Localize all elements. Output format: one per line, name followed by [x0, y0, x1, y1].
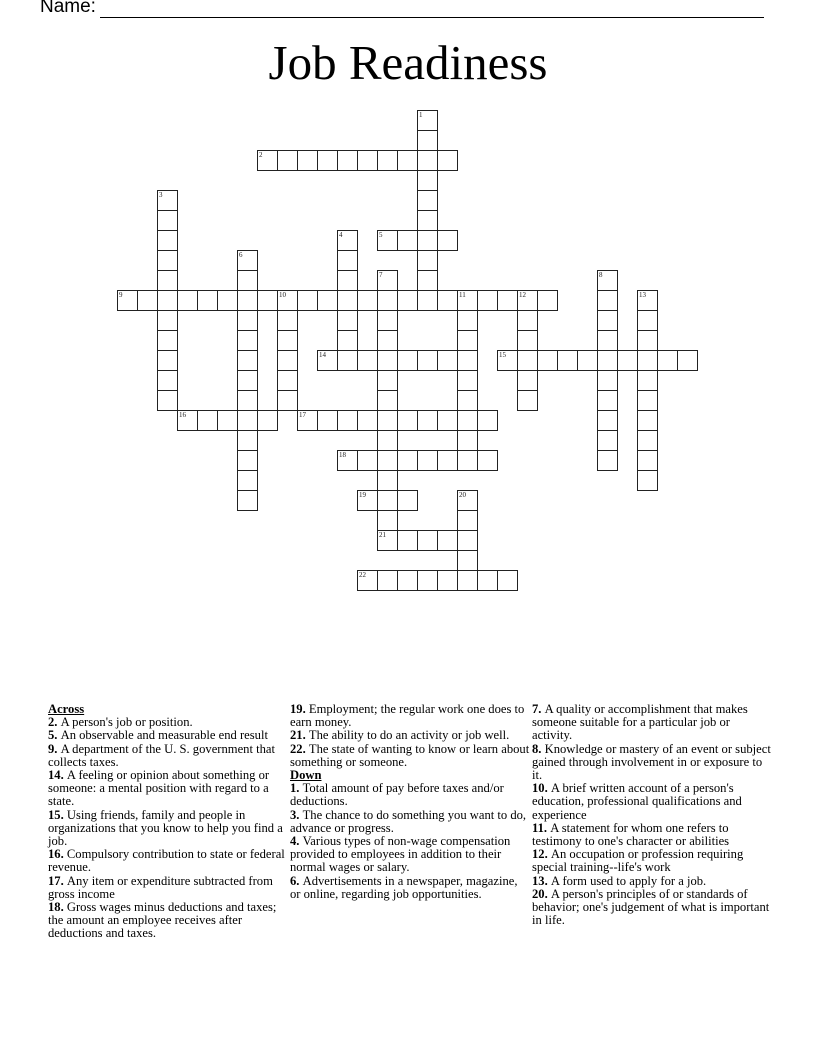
grid-cell[interactable]	[637, 290, 658, 311]
grid-cell[interactable]	[457, 450, 478, 471]
grid-cell[interactable]	[157, 190, 178, 211]
grid-cell[interactable]	[277, 290, 298, 311]
grid-cell[interactable]	[197, 410, 218, 431]
grid-cell[interactable]	[317, 350, 338, 371]
clue-number: 15	[48, 807, 61, 822]
grid-cell[interactable]	[597, 430, 618, 451]
grid-cell[interactable]	[157, 270, 178, 291]
clues-column-2	[290, 703, 530, 901]
grid-cell[interactable]	[337, 330, 358, 351]
grid-cell[interactable]	[237, 290, 258, 311]
grid-cell[interactable]	[597, 350, 618, 371]
clue-number: 22	[290, 741, 303, 756]
grid-cell[interactable]	[157, 370, 178, 391]
grid-cell[interactable]	[277, 390, 298, 411]
grid-cell[interactable]	[637, 470, 658, 491]
grid-cell[interactable]	[437, 410, 458, 431]
grid-cell[interactable]	[237, 410, 258, 431]
grid-cell[interactable]	[417, 170, 438, 191]
cell-number: 7	[379, 271, 383, 279]
cell-number: 16	[179, 411, 186, 419]
clue-text: Gross wages minus deductions and taxes; the amount an employee receives after deductions and taxes.	[48, 900, 277, 941]
grid-cell[interactable]	[477, 450, 498, 471]
grid-cell[interactable]	[177, 290, 198, 311]
grid-cell[interactable]	[357, 410, 378, 431]
grid-cell[interactable]	[377, 230, 398, 251]
down-clue	[290, 875, 530, 901]
grid-cell[interactable]	[417, 290, 438, 311]
grid-cell[interactable]	[357, 350, 378, 371]
name-field[interactable]	[40, 0, 764, 18]
clue-text: Employment; the regular work one does to earn money.	[290, 702, 525, 730]
clue-number: 2	[48, 715, 55, 730]
clue-number: 10	[532, 781, 545, 796]
grid-cell[interactable]	[377, 350, 398, 371]
cell-number: 18	[339, 451, 346, 459]
clue-number: 11	[532, 820, 544, 835]
grid-cell[interactable]	[417, 530, 438, 551]
clue-text: Compulsory contribution to state or federal revenue.	[48, 847, 285, 875]
clue-number-dot: .	[54, 728, 61, 743]
grid-cell[interactable]	[277, 310, 298, 331]
grid-cell[interactable]	[297, 290, 318, 311]
grid-cell[interactable]	[357, 450, 378, 471]
cell-number: 13	[639, 291, 646, 299]
grid-cell[interactable]	[397, 570, 418, 591]
grid-cell[interactable]	[637, 370, 658, 391]
grid-cell[interactable]	[437, 450, 458, 471]
clue-number-dot: .	[54, 741, 61, 756]
grid-cell[interactable]	[437, 570, 458, 591]
clue-number-dot: .	[544, 873, 551, 888]
cell-number: 9	[119, 291, 123, 299]
grid-cell[interactable]	[477, 290, 498, 311]
clue-number-dot: .	[296, 834, 303, 849]
grid-cell[interactable]	[417, 350, 438, 371]
across-clue	[290, 703, 530, 729]
down-clue	[532, 888, 772, 928]
grid-cell[interactable]	[557, 350, 578, 371]
grid-cell[interactable]	[597, 390, 618, 411]
cell-number: 12	[519, 291, 526, 299]
grid-cell[interactable]	[337, 270, 358, 291]
grid-cell[interactable]	[457, 530, 478, 551]
across-clue	[48, 769, 288, 809]
clue-number-dot: .	[538, 702, 545, 716]
clue-text: A department of the U. S. government that collects taxes.	[48, 741, 275, 769]
grid-cell[interactable]	[237, 310, 258, 331]
down-clue	[532, 703, 772, 743]
clues-column-3	[532, 703, 772, 927]
grid-cell[interactable]	[177, 410, 198, 431]
grid-cell[interactable]	[157, 290, 178, 311]
cell-number: 22	[359, 571, 366, 579]
grid-cell[interactable]	[377, 530, 398, 551]
cell-number: 21	[379, 531, 386, 539]
clue-text: Advertisements in a newspaper, magazine, or online, regarding job opportunities.	[290, 873, 518, 901]
clue-text: An observable and measurable end result	[60, 728, 268, 743]
grid-cell[interactable]	[357, 290, 378, 311]
grid-cell[interactable]	[137, 290, 158, 311]
grid-cell[interactable]	[377, 290, 398, 311]
grid-cell[interactable]	[337, 450, 358, 471]
clue-text: An occupation or profession requiring special training--life's work	[532, 847, 744, 875]
clue-number-dot: .	[60, 768, 67, 783]
grid-cell[interactable]	[637, 410, 658, 431]
grid-cell[interactable]	[517, 290, 538, 311]
clue-text: A brief written account of a person's education, professional qualifications and experience	[532, 781, 742, 822]
grid-cell[interactable]	[377, 570, 398, 591]
grid-cell[interactable]	[637, 310, 658, 331]
grid-cell[interactable]	[457, 550, 478, 571]
grid-cell[interactable]	[397, 230, 418, 251]
grid-cell[interactable]	[237, 390, 258, 411]
grid-cell[interactable]	[637, 350, 658, 371]
clue-number: 18	[48, 900, 61, 915]
clue-number-dot: .	[60, 900, 67, 915]
grid-cell[interactable]	[317, 150, 338, 171]
grid-cell[interactable]	[277, 370, 298, 391]
clue-number-dot: .	[538, 741, 545, 756]
across-clue	[290, 743, 530, 769]
grid-cell[interactable]	[397, 410, 418, 431]
page-title: Job Readiness	[268, 35, 548, 90]
grid-cell[interactable]	[257, 290, 278, 311]
grid-cell[interactable]	[277, 350, 298, 371]
grid-cell[interactable]	[317, 410, 338, 431]
grid-cell[interactable]	[437, 530, 458, 551]
grid-cell[interactable]	[337, 150, 358, 171]
grid-cell[interactable]	[197, 290, 218, 311]
clue-text: A person's principles of or standards of behavior; one's judgement of what is important in life.	[532, 886, 770, 928]
grid-cell[interactable]	[437, 230, 458, 251]
down-clue	[290, 809, 530, 835]
grid-cell[interactable]	[577, 350, 598, 371]
grid-cell[interactable]	[457, 490, 478, 511]
grid-cell[interactable]	[417, 230, 438, 251]
cell-number: 14	[319, 351, 326, 359]
grid-cell[interactable]	[457, 370, 478, 391]
grid-cell[interactable]	[357, 570, 378, 591]
grid-cell[interactable]	[457, 510, 478, 531]
clue-number-dot: .	[296, 873, 303, 888]
grid-cell[interactable]	[637, 430, 658, 451]
clue-number-dot: .	[544, 781, 551, 796]
grid-cell[interactable]	[377, 370, 398, 391]
grid-cell[interactable]	[597, 270, 618, 291]
grid-cell[interactable]	[477, 570, 498, 591]
down-clue	[532, 822, 772, 848]
grid-cell[interactable]	[417, 270, 438, 291]
clue-number: 9	[48, 741, 55, 756]
grid-cell[interactable]	[337, 350, 358, 371]
grid-cell[interactable]	[417, 250, 438, 271]
grid-cell[interactable]	[157, 210, 178, 231]
grid-cell[interactable]	[437, 350, 458, 371]
grid-cell[interactable]	[377, 390, 398, 411]
grid-cell[interactable]	[397, 450, 418, 471]
grid-cell[interactable]	[397, 350, 418, 371]
grid-cell[interactable]	[617, 350, 638, 371]
grid-cell[interactable]	[297, 150, 318, 171]
grid-cell[interactable]	[277, 330, 298, 351]
clue-text: Using friends, family and people in organizations that you know to help you find a job.	[48, 807, 283, 849]
clue-number: 12	[532, 847, 545, 862]
grid-cell[interactable]	[597, 310, 618, 331]
grid-cell[interactable]	[377, 150, 398, 171]
grid-cell[interactable]	[637, 450, 658, 471]
grid-cell[interactable]	[497, 350, 518, 371]
clue-number: 20	[532, 886, 545, 901]
grid-cell[interactable]	[217, 410, 238, 431]
grid-cell[interactable]	[157, 310, 178, 331]
clue-number-dot: .	[54, 715, 61, 730]
name-label: Name:	[40, 0, 96, 17]
clues-column-1	[48, 703, 288, 941]
grid-cell[interactable]	[157, 390, 178, 411]
grid-cell[interactable]	[457, 570, 478, 591]
grid-cell[interactable]	[537, 290, 558, 311]
cell-number: 2	[259, 151, 263, 159]
clue-number: 7	[532, 702, 539, 716]
grid-cell[interactable]	[237, 330, 258, 351]
cell-number: 1	[419, 111, 423, 119]
cell-number: 3	[159, 191, 163, 199]
clue-number: 6	[290, 873, 297, 888]
across-clue	[48, 743, 288, 769]
clue-number: 16	[48, 847, 61, 862]
grid-cell[interactable]	[677, 350, 698, 371]
grid-cell[interactable]	[157, 230, 178, 251]
grid-cell[interactable]	[377, 470, 398, 491]
clue-number: 13	[532, 873, 545, 888]
grid-cell[interactable]	[237, 470, 258, 491]
cell-number: 10	[279, 291, 286, 299]
grid-cell[interactable]	[257, 410, 278, 431]
grid-cell[interactable]	[417, 570, 438, 591]
clue-text: Various types of non-wage compensation provided to employees in addition to their normal wages or salary.	[290, 834, 511, 875]
clue-text: A statement for whom one refers to testimony to one's character or abilities	[532, 820, 730, 849]
cell-number: 4	[339, 231, 343, 239]
clue-text: The chance to do something you want to do, advance or progress.	[290, 807, 527, 835]
grid-cell[interactable]	[417, 190, 438, 211]
grid-cell[interactable]	[117, 290, 138, 311]
clue-number-dot: .	[302, 728, 309, 743]
name-blank-line[interactable]	[100, 0, 764, 18]
grid-cell[interactable]	[237, 270, 258, 291]
grid-cell[interactable]	[517, 330, 538, 351]
grid-cell[interactable]	[157, 350, 178, 371]
grid-cell[interactable]	[397, 150, 418, 171]
down-clue	[290, 782, 530, 808]
grid-cell[interactable]	[417, 110, 438, 131]
clue-text: Total amount of pay before taxes and/or deductions.	[290, 781, 504, 809]
clue-number: 5	[48, 728, 55, 743]
grid-cell[interactable]	[157, 330, 178, 351]
clue-number: 4	[290, 834, 297, 849]
clue-text: The ability to do an activity or job well.	[308, 728, 510, 743]
clue-text: A feeling or opinion about something or someone: a mental position with regard to a state.	[48, 768, 270, 809]
cell-number: 6	[239, 251, 243, 259]
across-heading: Across	[48, 702, 85, 716]
grid-cell[interactable]	[657, 350, 678, 371]
grid-cell[interactable]	[157, 250, 178, 271]
down-clue	[532, 782, 772, 822]
clue-text: A quality or accomplishment that makes someone suitable for a particular job or activity.	[532, 702, 748, 743]
grid-cell[interactable]	[357, 150, 378, 171]
grid-cell[interactable]	[357, 490, 378, 511]
grid-cell[interactable]	[457, 390, 478, 411]
down-clue	[532, 848, 772, 874]
grid-cell[interactable]	[457, 330, 478, 351]
down-heading: Down	[290, 768, 322, 783]
grid-cell[interactable]	[397, 290, 418, 311]
clue-number: 14	[48, 768, 61, 783]
clue-number: 1	[290, 781, 297, 796]
grid-cell[interactable]	[597, 450, 618, 471]
clue-number: 17	[48, 873, 61, 888]
grid-cell[interactable]	[317, 290, 338, 311]
clue-number-dot: .	[543, 820, 551, 835]
grid-cell[interactable]	[417, 150, 438, 171]
clue-number-dot: .	[60, 873, 67, 888]
grid-cell[interactable]	[237, 490, 258, 511]
down-clue	[532, 743, 772, 783]
clue-number-dot: .	[302, 702, 309, 716]
clue-number: 3	[290, 807, 297, 822]
clue-number-dot: .	[544, 886, 551, 901]
grid-cell[interactable]	[397, 530, 418, 551]
grid-cell[interactable]	[417, 210, 438, 231]
grid-cell[interactable]	[417, 130, 438, 151]
grid-cell[interactable]	[277, 150, 298, 171]
grid-cell[interactable]	[337, 250, 358, 271]
grid-cell[interactable]	[457, 430, 478, 451]
grid-cell[interactable]	[417, 410, 438, 431]
grid-cell[interactable]	[437, 290, 458, 311]
grid-cell[interactable]	[217, 290, 238, 311]
across-clue	[48, 875, 288, 901]
grid-cell[interactable]	[597, 290, 618, 311]
grid-cell[interactable]	[237, 350, 258, 371]
grid-cell[interactable]	[297, 410, 318, 431]
grid-cell[interactable]	[377, 450, 398, 471]
clue-number: 21	[290, 728, 303, 743]
grid-cell[interactable]	[377, 430, 398, 451]
clue-text: A form used to apply for a job.	[550, 873, 707, 888]
across-clue	[48, 901, 288, 941]
clue-number: 19	[290, 702, 303, 716]
grid-cell[interactable]	[237, 430, 258, 451]
clue-number-dot: .	[60, 807, 67, 822]
grid-cell[interactable]	[457, 350, 478, 371]
cell-number: 15	[499, 351, 506, 359]
grid-cell[interactable]	[237, 450, 258, 471]
clue-number-dot: .	[544, 847, 551, 862]
across-clue	[48, 848, 288, 874]
grid-cell[interactable]	[457, 310, 478, 331]
grid-cell[interactable]	[637, 330, 658, 351]
grid-cell[interactable]	[377, 510, 398, 531]
grid-cell[interactable]	[437, 150, 458, 171]
cell-number: 17	[299, 411, 306, 419]
grid-cell[interactable]	[417, 450, 438, 471]
cell-number: 20	[459, 491, 466, 499]
clue-number-dot: .	[296, 807, 303, 822]
grid-cell[interactable]	[537, 350, 558, 371]
grid-cell[interactable]	[337, 230, 358, 251]
grid-cell[interactable]	[377, 270, 398, 291]
down-clue	[290, 835, 530, 875]
grid-cell[interactable]	[597, 330, 618, 351]
grid-cell[interactable]	[457, 290, 478, 311]
grid-cell[interactable]	[377, 330, 398, 351]
grid-cell[interactable]	[397, 490, 418, 511]
grid-cell[interactable]	[597, 370, 618, 391]
grid-cell[interactable]	[597, 410, 618, 431]
grid-cell[interactable]	[497, 570, 518, 591]
grid-cell[interactable]	[477, 410, 498, 431]
cell-number: 11	[459, 291, 466, 299]
clue-text: A person's job or position.	[60, 715, 193, 730]
grid-cell[interactable]	[517, 390, 538, 411]
grid-cell[interactable]	[337, 310, 358, 331]
cell-number: 5	[379, 231, 383, 239]
grid-cell[interactable]	[337, 410, 358, 431]
grid-cell[interactable]	[377, 410, 398, 431]
grid-cell[interactable]	[237, 370, 258, 391]
grid-cell[interactable]	[257, 150, 278, 171]
clue-number-dot: .	[302, 741, 309, 756]
cell-number: 8	[599, 271, 603, 279]
grid-cell[interactable]	[337, 290, 358, 311]
clue-text: Knowledge or mastery of an event or subject gained through involvement in or exposure to it.	[532, 741, 771, 783]
clue-number: 8	[532, 741, 539, 756]
clue-number-dot: .	[60, 847, 67, 862]
grid-cell[interactable]	[237, 250, 258, 271]
grid-cell[interactable]	[457, 410, 478, 431]
grid-cell[interactable]	[497, 290, 518, 311]
grid-cell[interactable]	[517, 370, 538, 391]
grid-cell[interactable]	[517, 310, 538, 331]
clue-text: The state of wanting to know or learn about something or someone.	[290, 741, 530, 769]
grid-cell[interactable]	[377, 490, 398, 511]
across-clue	[48, 809, 288, 849]
clue-number-dot: .	[296, 781, 303, 796]
grid-cell[interactable]	[517, 350, 538, 371]
clue-text: Any item or expenditure subtracted from gross income	[48, 873, 273, 901]
grid-cell[interactable]	[377, 310, 398, 331]
grid-cell[interactable]	[637, 390, 658, 411]
cell-number: 19	[359, 491, 366, 499]
